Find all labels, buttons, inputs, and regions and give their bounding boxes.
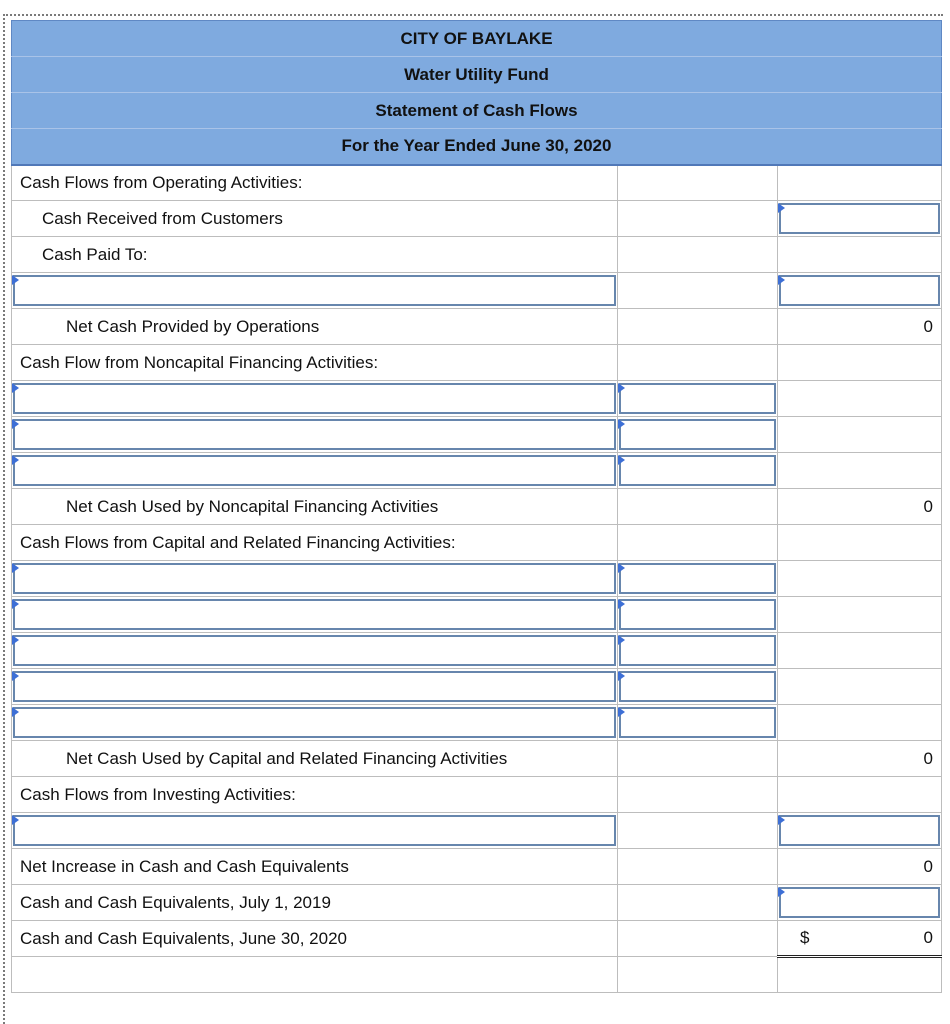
investing-amount-input[interactable] <box>778 813 942 849</box>
input-marker-icon <box>12 275 19 285</box>
table-row <box>12 777 942 813</box>
input-marker-icon <box>12 635 19 645</box>
cash-received-label: Cash Received from Customers <box>12 201 618 237</box>
table-row <box>12 453 942 489</box>
input-marker-icon <box>12 383 19 393</box>
header-row-period <box>12 129 942 165</box>
net-operations-value: 0 <box>778 309 942 345</box>
capital-amount-input-5[interactable] <box>618 705 778 741</box>
statement-title: Statement of Cash Flows <box>12 93 942 129</box>
capital-amount-input-1[interactable] <box>618 561 778 597</box>
table-row <box>12 237 942 273</box>
table-row <box>12 561 942 597</box>
cash-paid-description-input[interactable] <box>12 273 618 309</box>
empty-cell <box>618 201 778 237</box>
empty-cell <box>778 381 942 417</box>
empty-cell <box>618 813 778 849</box>
empty-cell <box>618 921 778 957</box>
empty-cell <box>618 885 778 921</box>
currency-symbol: $ <box>800 928 810 947</box>
capital-section-title: Cash Flows from Capital and Related Financing Activities: <box>12 525 618 561</box>
cash-paid-to-label: Cash Paid To: <box>12 237 618 273</box>
table-row <box>12 921 942 957</box>
empty-cell <box>618 741 778 777</box>
statement-period: For the Year Ended June 30, 2020 <box>12 129 942 165</box>
empty-cell <box>618 309 778 345</box>
empty-cell <box>618 777 778 813</box>
table-row <box>12 345 942 381</box>
noncapital-amount-input-2[interactable] <box>618 417 778 453</box>
empty-cell <box>778 633 942 669</box>
net-capital-label: Net Cash Used by Capital and Related Financing Activities <box>12 741 618 777</box>
table-row <box>12 381 942 417</box>
empty-cell <box>778 237 942 273</box>
operating-section-title: Cash Flows from Operating Activities: <box>12 165 618 201</box>
header-row-entity <box>12 21 942 57</box>
cash-received-input[interactable] <box>778 201 942 237</box>
input-marker-icon <box>778 275 785 285</box>
cash-flow-statement-table <box>11 20 942 993</box>
empty-cell <box>618 957 778 993</box>
empty-cell <box>778 417 942 453</box>
input-marker-icon <box>12 599 19 609</box>
capital-description-input-5[interactable] <box>12 705 618 741</box>
noncapital-description-input-1[interactable] <box>12 381 618 417</box>
input-marker-icon <box>618 671 625 681</box>
investing-description-input[interactable] <box>12 813 618 849</box>
empty-cell <box>778 561 942 597</box>
table-row <box>12 273 942 309</box>
noncapital-amount-input-1[interactable] <box>618 381 778 417</box>
table-row <box>12 669 942 705</box>
beginning-cash-input[interactable] <box>778 885 942 921</box>
input-marker-icon <box>12 455 19 465</box>
ending-cash-cell <box>778 921 942 957</box>
table-row <box>12 489 942 525</box>
noncapital-description-input-2[interactable] <box>12 417 618 453</box>
beginning-cash-label: Cash and Cash Equivalents, July 1, 2019 <box>12 885 618 921</box>
entity-name: CITY OF BAYLAKE <box>12 21 942 57</box>
empty-cell <box>618 165 778 201</box>
table-row <box>12 957 942 993</box>
input-marker-icon <box>618 707 625 717</box>
net-operations-label: Net Cash Provided by Operations <box>12 309 618 345</box>
net-noncapital-label: Net Cash Used by Noncapital Financing Activities <box>12 489 618 525</box>
empty-cell <box>618 489 778 525</box>
capital-amount-input-3[interactable] <box>618 633 778 669</box>
empty-cell <box>778 597 942 633</box>
empty-cell <box>778 525 942 561</box>
empty-cell <box>778 957 942 993</box>
capital-amount-input-2[interactable] <box>618 597 778 633</box>
input-marker-icon <box>618 599 625 609</box>
empty-cell <box>618 273 778 309</box>
input-marker-icon <box>12 815 19 825</box>
net-noncapital-value: 0 <box>778 489 942 525</box>
input-marker-icon <box>12 707 19 717</box>
input-marker-icon <box>618 563 625 573</box>
empty-cell <box>778 345 942 381</box>
table-row <box>12 525 942 561</box>
empty-cell <box>618 237 778 273</box>
input-marker-icon <box>618 635 625 645</box>
table-row <box>12 417 942 453</box>
net-increase-label: Net Increase in Cash and Cash Equivalents <box>12 849 618 885</box>
capital-amount-input-4[interactable] <box>618 669 778 705</box>
empty-cell <box>12 957 618 993</box>
empty-cell <box>778 165 942 201</box>
fund-name: Water Utility Fund <box>12 57 942 93</box>
empty-cell <box>778 777 942 813</box>
net-capital-value: 0 <box>778 741 942 777</box>
table-row <box>12 633 942 669</box>
input-marker-icon <box>618 383 625 393</box>
table-row <box>12 849 942 885</box>
input-marker-icon <box>778 815 785 825</box>
capital-description-input-3[interactable] <box>12 633 618 669</box>
table-row <box>12 705 942 741</box>
header-row-fund <box>12 57 942 93</box>
input-marker-icon <box>12 563 19 573</box>
input-marker-icon <box>618 419 625 429</box>
table-row <box>12 885 942 921</box>
table-row <box>12 309 942 345</box>
empty-cell <box>778 669 942 705</box>
net-increase-value: 0 <box>778 849 942 885</box>
ending-cash-value: 0 <box>923 928 933 947</box>
empty-cell <box>618 345 778 381</box>
input-marker-icon <box>618 455 625 465</box>
capital-description-input-4[interactable] <box>12 669 618 705</box>
table-row <box>12 813 942 849</box>
input-marker-icon <box>12 671 19 681</box>
capital-description-input-2[interactable] <box>12 597 618 633</box>
input-marker-icon <box>12 419 19 429</box>
header-row-statement <box>12 93 942 129</box>
capital-description-input-1[interactable] <box>12 561 618 597</box>
input-marker-icon <box>778 203 785 213</box>
table-row <box>12 201 942 237</box>
cash-paid-amount-input[interactable] <box>778 273 942 309</box>
empty-cell <box>618 525 778 561</box>
noncapital-section-title: Cash Flow from Noncapital Financing Activities: <box>12 345 618 381</box>
empty-cell <box>778 453 942 489</box>
investing-section-title: Cash Flows from Investing Activities: <box>12 777 618 813</box>
table-row <box>12 597 942 633</box>
empty-cell <box>778 705 942 741</box>
input-marker-icon <box>778 887 785 897</box>
table-row <box>12 165 942 201</box>
empty-cell <box>618 849 778 885</box>
noncapital-description-input-3[interactable] <box>12 453 618 489</box>
noncapital-amount-input-3[interactable] <box>618 453 778 489</box>
table-row <box>12 741 942 777</box>
ending-cash-label: Cash and Cash Equivalents, June 30, 2020 <box>12 921 618 957</box>
